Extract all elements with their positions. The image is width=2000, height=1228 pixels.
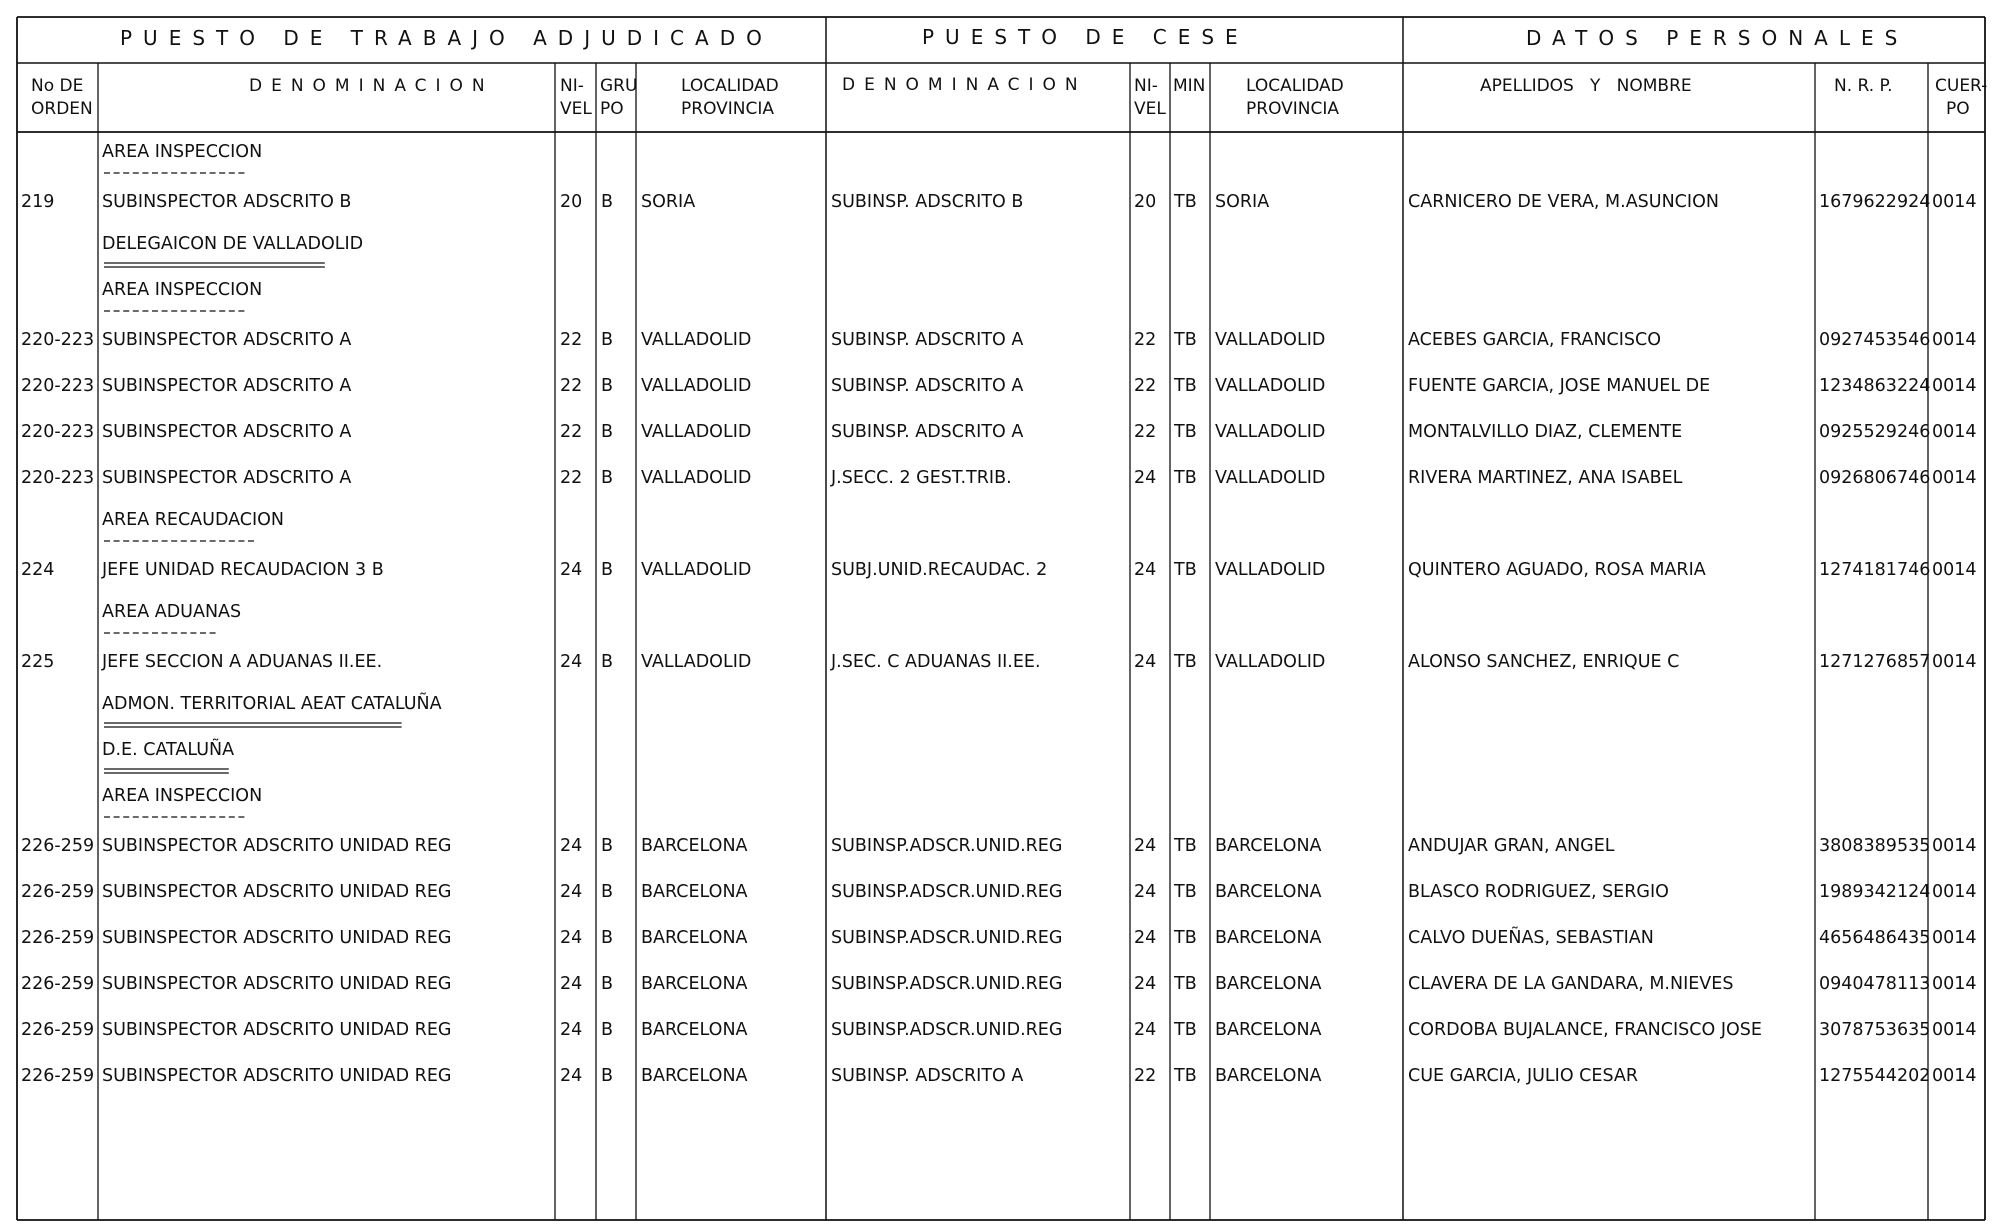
cell-cese-localidad: VALLADOLID	[1215, 376, 1326, 396]
cell-denominacion: JEFE SECCION A ADUANAS II.EE.	[102, 652, 383, 672]
cell-cese-localidad: SORIA	[1215, 192, 1270, 212]
cell-cuerpo: 0014	[1932, 560, 1977, 580]
cell-nombre: ALONSO SANCHEZ, ENRIQUE C	[1408, 652, 1680, 672]
cell-denominacion: SUBINSPECTOR ADSCRITO A	[102, 376, 352, 396]
cell-grupo: B	[601, 330, 614, 350]
cell-nivel: 24	[560, 836, 583, 856]
col-header-grupo-2: PO	[600, 99, 624, 119]
col-header-nivel-2: VEL	[560, 99, 592, 119]
cell-min: TB	[1174, 1020, 1197, 1040]
section-heading: D.E. CATALUÑA	[102, 740, 235, 760]
cell-grupo: B	[601, 1066, 614, 1086]
cell-orden: 220-223	[21, 468, 95, 488]
cell-localidad: BARCELONA	[641, 836, 748, 856]
cell-orden: 220-223	[21, 330, 95, 350]
cell-cuerpo: 0014	[1932, 1020, 1977, 1040]
cell-localidad: BARCELONA	[641, 1020, 748, 1040]
cell-nivel: 24	[560, 1066, 583, 1086]
col-header-grupo-1: GRU	[600, 76, 638, 96]
group-header-cese: PUESTO DE CESE	[922, 25, 1249, 49]
cell-grupo: B	[601, 836, 614, 856]
col-header-nivel-1: NI-	[560, 76, 584, 96]
cell-grupo: B	[601, 974, 614, 994]
cell-localidad: VALLADOLID	[641, 560, 752, 580]
table-body	[21, 142, 1977, 1086]
cell-min: TB	[1174, 882, 1197, 902]
col-header-nrp: N. R. P.	[1834, 76, 1893, 96]
cell-denominacion: SUBINSPECTOR ADSCRITO UNIDAD REG	[102, 836, 452, 856]
cell-localidad: VALLADOLID	[641, 422, 752, 442]
cell-orden: 226-259	[21, 836, 95, 856]
cell-cese-localidad: VALLADOLID	[1215, 560, 1326, 580]
cell-orden: 225	[21, 652, 55, 672]
cell-nombre: CORDOBA BUJALANCE, FRANCISCO JOSE	[1408, 1020, 1762, 1040]
cell-localidad: SORIA	[641, 192, 696, 212]
cell-nivel: 22	[560, 468, 583, 488]
cell-cese-nivel: 24	[1134, 560, 1157, 580]
cell-grupo: B	[601, 1020, 614, 1040]
cell-orden: 224	[21, 560, 55, 580]
group-header-adjudicado: PUESTO DE TRABAJO ADJUDICADO	[120, 26, 773, 50]
group-header-personales: DATOS PERSONALES	[1526, 26, 1909, 50]
cell-nrp: 0926806746	[1819, 468, 1931, 488]
cell-localidad: BARCELONA	[641, 1066, 748, 1086]
col-header-cuerpo-2: PO	[1946, 99, 1970, 119]
cell-nrp: 0927453546	[1819, 330, 1931, 350]
cell-localidad: BARCELONA	[641, 974, 748, 994]
cell-cuerpo: 0014	[1932, 882, 1977, 902]
cell-nombre: BLASCO RODRIGUEZ, SERGIO	[1408, 882, 1669, 902]
cell-nrp: 1275544202	[1819, 1066, 1931, 1086]
cell-cese-localidad: BARCELONA	[1215, 974, 1322, 994]
cell-cese-nivel: 24	[1134, 974, 1157, 994]
cell-denominacion: SUBINSPECTOR ADSCRITO A	[102, 330, 352, 350]
cell-cese-nivel: 24	[1134, 882, 1157, 902]
cell-cese-localidad: VALLADOLID	[1215, 422, 1326, 442]
cell-localidad: VALLADOLID	[641, 468, 752, 488]
cell-cese-localidad: BARCELONA	[1215, 1020, 1322, 1040]
cell-nombre: ANDUJAR GRAN, ANGEL	[1408, 836, 1615, 856]
cell-denominacion: SUBINSPECTOR ADSCRITO UNIDAD REG	[102, 974, 452, 994]
cell-nombre: CALVO DUEÑAS, SEBASTIAN	[1408, 928, 1654, 948]
cell-grupo: B	[601, 882, 614, 902]
cell-cese-denominacion: SUBINSP.ADSCR.UNID.REG	[831, 1020, 1063, 1040]
cell-nrp: 1679622924	[1819, 192, 1931, 212]
cell-nombre: FUENTE GARCIA, JOSE MANUEL DE	[1408, 376, 1711, 396]
cell-min: TB	[1174, 836, 1197, 856]
cell-cese-nivel: 22	[1134, 422, 1157, 442]
cell-min: TB	[1174, 560, 1197, 580]
cell-cese-denominacion: SUBINSP. ADSCRITO A	[831, 330, 1024, 350]
cell-cese-localidad: BARCELONA	[1215, 882, 1322, 902]
col-header-localidad-2: PROVINCIA	[681, 99, 775, 119]
cell-nivel: 24	[560, 882, 583, 902]
section-heading: AREA INSPECCION	[102, 142, 263, 162]
cell-localidad: VALLADOLID	[641, 376, 752, 396]
cell-cuerpo: 0014	[1932, 652, 1977, 672]
cell-nombre: MONTALVILLO DIAZ, CLEMENTE	[1408, 422, 1683, 442]
cell-denominacion: SUBINSPECTOR ADSCRITO UNIDAD REG	[102, 882, 452, 902]
cell-cuerpo: 0014	[1932, 1066, 1977, 1086]
cell-orden: 220-223	[21, 376, 95, 396]
cell-nrp: 1234863224	[1819, 376, 1931, 396]
cell-localidad: BARCELONA	[641, 928, 748, 948]
col-header-cese-denominacion: DENOMINACION	[842, 75, 1087, 95]
col-header-denominacion: DENOMINACION	[249, 76, 494, 96]
cell-cese-denominacion: SUBINSP. ADSCRITO B	[831, 192, 1024, 212]
cell-cese-denominacion: SUBINSP. ADSCRITO A	[831, 1066, 1024, 1086]
cell-cese-nivel: 24	[1134, 928, 1157, 948]
cell-cese-nivel: 24	[1134, 652, 1157, 672]
cell-grupo: B	[601, 376, 614, 396]
cell-nombre: CLAVERA DE LA GANDARA, M.NIEVES	[1408, 974, 1734, 994]
cell-cese-nivel: 22	[1134, 1066, 1157, 1086]
section-heading: AREA INSPECCION	[102, 786, 263, 806]
cell-nrp: 1274181746	[1819, 560, 1931, 580]
cell-nombre: CARNICERO DE VERA, M.ASUNCION	[1408, 192, 1719, 212]
section-heading: ADMON. TERRITORIAL AEAT CATALUÑA	[102, 694, 442, 714]
cell-nivel: 20	[560, 192, 583, 212]
cell-denominacion: SUBINSPECTOR ADSCRITO A	[102, 422, 352, 442]
cell-nivel: 24	[560, 652, 583, 672]
cell-denominacion: JEFE UNIDAD RECAUDACION 3 B	[102, 560, 384, 580]
cell-grupo: B	[601, 468, 614, 488]
cell-localidad: VALLADOLID	[641, 652, 752, 672]
cell-cuerpo: 0014	[1932, 974, 1977, 994]
cell-grupo: B	[601, 192, 614, 212]
cell-nrp: 3808389535	[1819, 836, 1931, 856]
cell-cese-localidad: BARCELONA	[1215, 836, 1322, 856]
cell-cese-localidad: VALLADOLID	[1215, 652, 1326, 672]
cell-cese-nivel: 22	[1134, 330, 1157, 350]
cell-cese-nivel: 22	[1134, 376, 1157, 396]
cell-cese-nivel: 24	[1134, 1020, 1157, 1040]
cell-cese-denominacion: SUBINSP. ADSCRITO A	[831, 422, 1024, 442]
cell-cese-denominacion: SUBINSP. ADSCRITO A	[831, 376, 1024, 396]
cell-orden: 226-259	[21, 882, 95, 902]
cell-nivel: 24	[560, 1020, 583, 1040]
cell-denominacion: SUBINSPECTOR ADSCRITO A	[102, 468, 352, 488]
cell-cuerpo: 0014	[1932, 192, 1977, 212]
cell-nombre: CUE GARCIA, JULIO CESAR	[1408, 1066, 1639, 1086]
cell-nombre: RIVERA MARTINEZ, ANA ISABEL	[1408, 468, 1683, 488]
cell-cese-denominacion: SUBINSP.ADSCR.UNID.REG	[831, 974, 1063, 994]
cell-orden: 226-259	[21, 1066, 95, 1086]
cell-denominacion: SUBINSPECTOR ADSCRITO UNIDAD REG	[102, 1020, 452, 1040]
cell-denominacion: SUBINSPECTOR ADSCRITO UNIDAD REG	[102, 1066, 452, 1086]
cell-min: TB	[1174, 376, 1197, 396]
col-header-min: MIN	[1173, 76, 1206, 96]
cell-cese-localidad: VALLADOLID	[1215, 468, 1326, 488]
cell-min: TB	[1174, 422, 1197, 442]
cell-cese-nivel: 20	[1134, 192, 1157, 212]
cell-nrp: 0925529246	[1819, 422, 1931, 442]
cell-localidad: BARCELONA	[641, 882, 748, 902]
col-header-cuerpo-1: CUER-	[1935, 76, 1988, 96]
cell-denominacion: SUBINSPECTOR ADSCRITO B	[102, 192, 352, 212]
cell-nivel: 22	[560, 422, 583, 442]
col-header-apellidos: APELLIDOS Y NOMBRE	[1480, 76, 1692, 96]
cell-cese-localidad: BARCELONA	[1215, 1066, 1322, 1086]
cell-cese-denominacion: J.SEC. C ADUANAS II.EE.	[831, 652, 1041, 672]
section-heading: AREA INSPECCION	[102, 280, 263, 300]
cell-cuerpo: 0014	[1932, 836, 1977, 856]
cell-cuerpo: 0014	[1932, 376, 1977, 396]
cell-nivel: 24	[560, 974, 583, 994]
cell-orden: 220-223	[21, 422, 95, 442]
cell-min: TB	[1174, 192, 1197, 212]
cell-cuerpo: 0014	[1932, 422, 1977, 442]
col-header-orden-1: No DE	[31, 76, 84, 96]
col-header-cese-localidad-1: LOCALIDAD	[1246, 76, 1344, 96]
col-header-localidad-1: LOCALIDAD	[681, 76, 779, 96]
cell-cese-denominacion: SUBINSP.ADSCR.UNID.REG	[831, 928, 1063, 948]
cell-min: TB	[1174, 974, 1197, 994]
cell-denominacion: SUBINSPECTOR ADSCRITO UNIDAD REG	[102, 928, 452, 948]
cell-min: TB	[1174, 928, 1197, 948]
cell-nivel: 22	[560, 376, 583, 396]
cell-nrp: 1271276857	[1819, 652, 1931, 672]
cell-cuerpo: 0014	[1932, 928, 1977, 948]
cell-nrp: 0940478113	[1819, 974, 1931, 994]
cell-min: TB	[1174, 652, 1197, 672]
cell-grupo: B	[601, 422, 614, 442]
cell-nivel: 22	[560, 330, 583, 350]
cell-nivel: 24	[560, 560, 583, 580]
cell-grupo: B	[601, 928, 614, 948]
cell-nombre: QUINTERO AGUADO, ROSA MARIA	[1408, 560, 1706, 580]
cell-localidad: VALLADOLID	[641, 330, 752, 350]
cell-cese-denominacion: SUBINSP.ADSCR.UNID.REG	[831, 836, 1063, 856]
cell-orden: 226-259	[21, 1020, 95, 1040]
column-header-row	[31, 75, 1987, 119]
col-header-orden-2: ORDEN	[31, 99, 93, 119]
section-heading: AREA ADUANAS	[102, 602, 242, 622]
cell-cese-nivel: 24	[1134, 468, 1157, 488]
cell-nrp: 4656486435	[1819, 928, 1931, 948]
col-header-cese-localidad-2: PROVINCIA	[1246, 99, 1340, 119]
col-header-cese-nivel-2: VEL	[1134, 99, 1166, 119]
cell-min: TB	[1174, 330, 1197, 350]
cell-grupo: B	[601, 560, 614, 580]
cell-cuerpo: 0014	[1932, 468, 1977, 488]
cell-nrp: 3078753635	[1819, 1020, 1931, 1040]
cell-min: TB	[1174, 468, 1197, 488]
col-header-cese-nivel-1: NI-	[1134, 76, 1158, 96]
cell-orden: 226-259	[21, 974, 95, 994]
cell-nrp: 1989342124	[1819, 882, 1931, 902]
cell-cese-nivel: 24	[1134, 836, 1157, 856]
cell-cese-denominacion: SUBINSP.ADSCR.UNID.REG	[831, 882, 1063, 902]
section-heading: AREA RECAUDACION	[102, 510, 285, 530]
cell-grupo: B	[601, 652, 614, 672]
group-header-row	[120, 25, 1908, 50]
cell-orden: 226-259	[21, 928, 95, 948]
cell-cuerpo: 0014	[1932, 330, 1977, 350]
section-heading: DELEGAICON DE VALLADOLID	[102, 234, 364, 254]
cell-nivel: 24	[560, 928, 583, 948]
cell-cese-denominacion: SUBJ.UNID.RECAUDAC. 2	[831, 560, 1048, 580]
cell-min: TB	[1174, 1066, 1197, 1086]
cell-cese-localidad: VALLADOLID	[1215, 330, 1326, 350]
cell-orden: 219	[21, 192, 55, 212]
cell-cese-denominacion: J.SECC. 2 GEST.TRIB.	[831, 468, 1012, 488]
cell-nombre: ACEBES GARCIA, FRANCISCO	[1408, 330, 1662, 350]
cell-cese-localidad: BARCELONA	[1215, 928, 1322, 948]
